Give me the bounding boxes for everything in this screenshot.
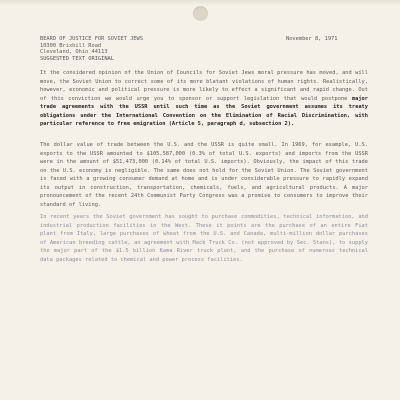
paragraph-3: In recent years the Soviet government has sought to purchase commodities, technical information, and industrial production facilities in the West. These it points are the purchase of an entire Fiat plant from Italy, large purchases of wheat from the U.S. and Canada, multi-million dollar purchases of American breeding cattle, an agreement with Mack Truck Co. (not approved by Sec. Stans), to supply the major part of the $1.5 billion Kama River truck plant, and the purchase of numerous technical data packages related to chemical and power process facilities. [40, 214, 368, 263]
punch-hole [193, 6, 208, 21]
paragraph-1-intro: It the considered opinion of the Union of Councils for Soviet Jews moral pressure has moved, and will move, the Soviet Union to correct some of its more blatant violations of human rights. Realistically, however, economic and political pressure is more likely to effect a significant and rapid change. Out of this conviction we would urge you to sponsor or support legislation that would postpone [40, 70, 368, 102]
city-address: Cleveland, Ohio 44113 [40, 49, 108, 56]
street-address: 10300 Brixhill Road [40, 42, 102, 49]
document-date: November 8, 1971 [286, 36, 338, 42]
paragraph-1 [40, 69, 368, 129]
letterhead [40, 36, 143, 56]
paragraph-2: The dollar value of trade between the U.S. and the USSR is quite small. In 1969, for example, U.S. exports to the USSR amounted to $105,587,000 (0.3% of total U.S. exports) and imports from the USSR were in the amount of $51,473,000 (0.14% of total U.S. imports). Obviously, the impact of this trade on the U.S. economy is negligible. The same does not hold for the Soviet Union. The Soviet government is faced with a growing consumer demand at home and is under considerable pressure to rapidly expand its output in construction, transportation, chemicals, fuels, and agricultural products. A major pronouncement of the recent 24th Communist Party Congress was a promise to consumers to improve their standard of living. [40, 142, 368, 208]
document-label: SUGGESTED TEXT ORIGINAL [40, 56, 114, 62]
paragraph-1-emphasis: major trade agreements with the USSR until such time as the Soviet government assumes its treaty obligations under the International Convention on the Elimination of Racial Discrimination, with particular reference to free emigration (Article 5, paragraph d, subsection 2). [40, 95, 368, 128]
organization-name: BEARD OF JUSTICE FOR SOVIET JEWS [40, 36, 143, 42]
